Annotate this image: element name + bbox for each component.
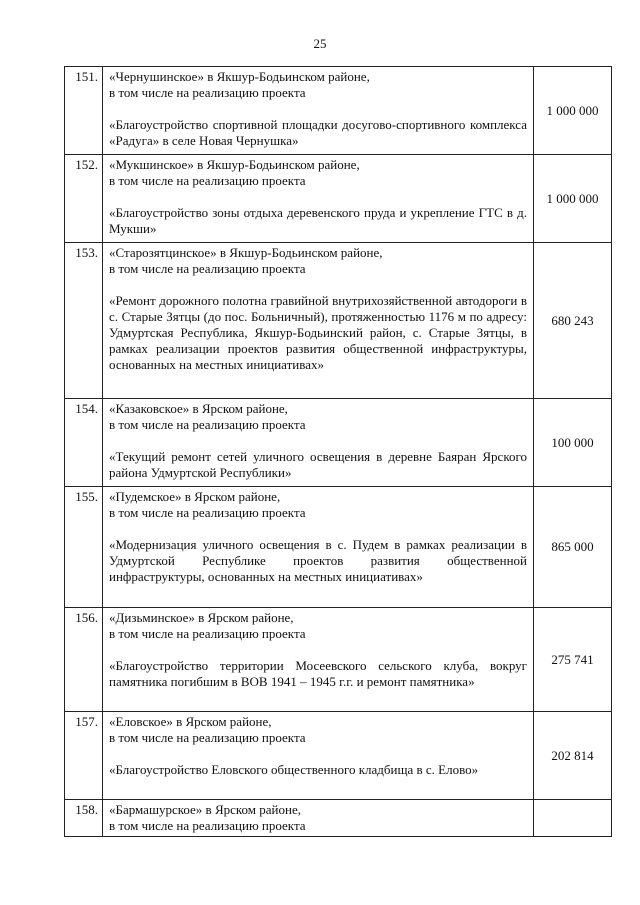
project-title: «Благоустройство территории Мосеевского сельского клуба, вокруг памятника погибшим в ВОВ 1941 – 1945 г.г. и ремонт памятника» <box>109 658 527 689</box>
row-amount: 1 000 000 <box>534 67 612 155</box>
row-description <box>103 243 534 399</box>
project-title: «Текущий ремонт сетей уличного освещения в деревне Баяран Ярского района Удмуртской Республики» <box>109 449 527 480</box>
project-title: «Ремонт дорожного полотна гравийной внутрихозяйственной автодороги в с. Старые Зятцы (до пос. Больничный), протяженностью 1176 м по адресу: Удмуртская Республика, Якшур-Бодьинский район, с. Старые Зятцы, в рамках реализации проектов развития общественной инфраструктуры, основанных на местных инициативах» <box>109 293 527 372</box>
project-intro: в том числе на реализацию проекта <box>109 173 306 188</box>
table-row <box>65 712 612 800</box>
project-title: «Модернизация уличного освещения в с. Пудем в рамках реализации в Удмуртской Республике проектов развития общественной инфраструктуры, основанных на местных инициативах» <box>109 537 527 584</box>
table-row <box>65 800 612 837</box>
row-description <box>103 67 534 155</box>
municipality-name: «Пудемское» в Ярском районе, <box>109 489 281 504</box>
row-number: 154. <box>65 399 103 487</box>
row-amount: 865 000 <box>534 487 612 608</box>
row-amount: 275 741 <box>534 608 612 712</box>
project-title: «Благоустройство Еловского общественного кладбища в с. Елово» <box>109 762 479 777</box>
municipality-name: «Чернушинское» в Якшур-Бодьинском районе, <box>109 69 370 84</box>
row-description <box>103 800 534 837</box>
row-amount: 202 814 <box>534 712 612 800</box>
row-number: 156. <box>65 608 103 712</box>
row-number: 158. <box>65 800 103 837</box>
row-amount <box>534 800 612 837</box>
table-row <box>65 155 612 243</box>
row-description <box>103 399 534 487</box>
table-row <box>65 608 612 712</box>
row-number: 157. <box>65 712 103 800</box>
row-description <box>103 487 534 608</box>
municipality-name: «Бармашурское» в Ярском районе, <box>109 802 301 817</box>
row-number: 155. <box>65 487 103 608</box>
table-row <box>65 487 612 608</box>
table-row <box>65 399 612 487</box>
row-number: 153. <box>65 243 103 399</box>
project-intro: в том числе на реализацию проекта <box>109 505 306 520</box>
row-description <box>103 608 534 712</box>
municipality-name: «Мукшинское» в Якшур-Бодьинском районе, <box>109 157 360 172</box>
table-row <box>65 67 612 155</box>
project-intro: в том числе на реализацию проекта <box>109 85 306 100</box>
project-intro: в том числе на реализацию проекта <box>109 818 306 833</box>
row-number: 151. <box>65 67 103 155</box>
row-description <box>103 155 534 243</box>
project-intro: в том числе на реализацию проекта <box>109 626 306 641</box>
row-amount: 100 000 <box>534 399 612 487</box>
row-description <box>103 712 534 800</box>
municipality-name: «Еловское» в Ярском районе, <box>109 714 272 729</box>
project-title: «Благоустройство зоны отдыха деревенского пруда и укрепление ГТС в д. Мукши» <box>109 205 527 236</box>
municipality-name: «Казаковское» в Ярском районе, <box>109 401 288 416</box>
project-intro: в том числе на реализацию проекта <box>109 261 306 276</box>
funding-table <box>64 66 612 837</box>
row-amount: 1 000 000 <box>534 155 612 243</box>
municipality-name: «Старозятцинское» в Якшур-Бодьинском районе, <box>109 245 383 260</box>
row-amount: 680 243 <box>534 243 612 399</box>
project-title: «Благоустройство спортивной площадки досугово-спортивного комплекса «Радуга» в селе Новая Чернушка» <box>109 117 527 148</box>
table-row <box>65 243 612 399</box>
project-intro: в том числе на реализацию проекта <box>109 730 306 745</box>
municipality-name: «Дизьминское» в Ярском районе, <box>109 610 294 625</box>
page-number: 25 <box>313 36 327 51</box>
row-number: 152. <box>65 155 103 243</box>
project-intro: в том числе на реализацию проекта <box>109 417 306 432</box>
